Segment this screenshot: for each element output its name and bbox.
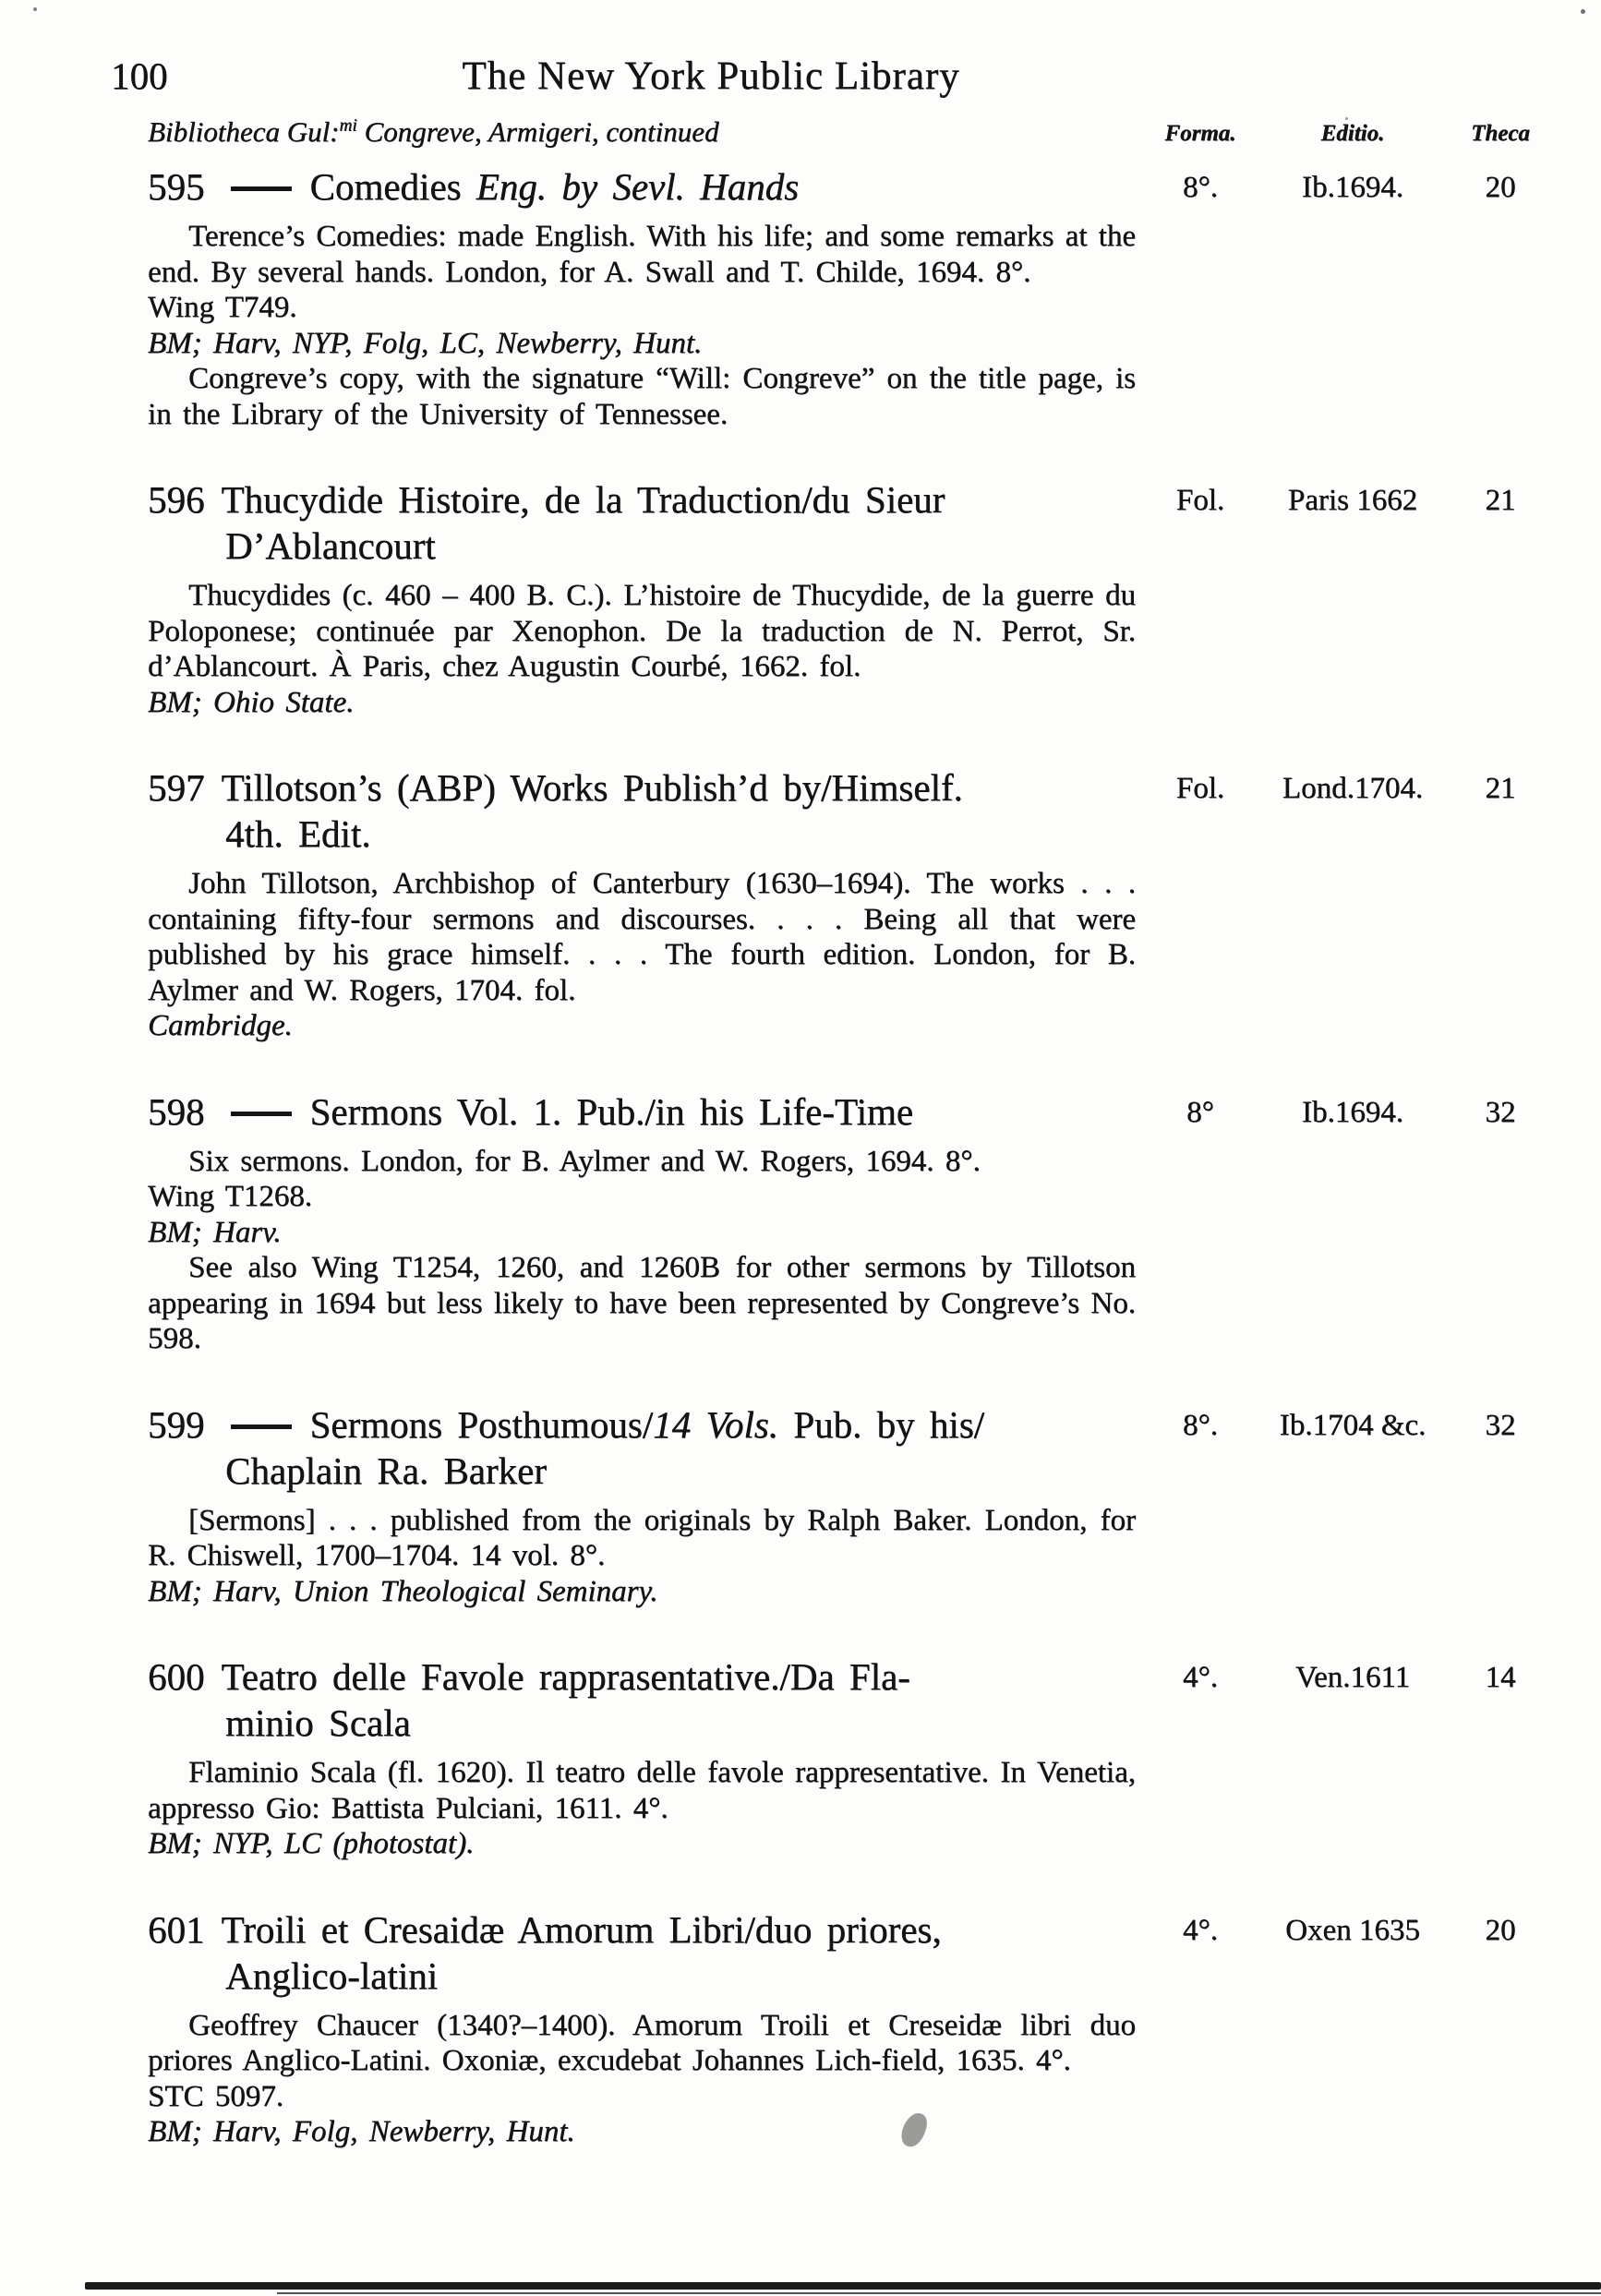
entry-forma-value: Fol.: [1175, 484, 1225, 517]
entry-paragraph-holdings: Cambridge.: [148, 1009, 293, 1042]
entry-title: [148, 1401, 1136, 1494]
entry-paragraphs: [148, 1144, 1136, 1357]
entry-editio-value: Ib.1704 &c.: [1279, 1408, 1426, 1442]
entry-number: 597: [148, 766, 205, 809]
entry-paragraph-body: [Sermons] . . . published from the originals by Ralph Baker. London, for R. Chiswell, 1700–1704. 14 vol. 8°.: [148, 1503, 1136, 1572]
section-heading-text: Bibliotheca Gul:: [148, 115, 340, 148]
entry-main: [148, 163, 1136, 432]
entry-main: [148, 1088, 1136, 1357]
entry-forma-value: 8°.: [1183, 171, 1218, 204]
entry-paragraph-indent: Wing T1268.: [148, 1180, 313, 1213]
ditto-dash: [231, 1112, 292, 1116]
entry-forma-value: 4°.: [1183, 1913, 1218, 1947]
entry-number: 596: [148, 478, 205, 521]
scan-speck: [33, 7, 37, 11]
entry-editio-value: Lond.1704.: [1282, 772, 1424, 805]
entry-number: 595: [148, 165, 205, 208]
entry-editio-value: Paris 1662: [1287, 484, 1418, 517]
entry-paragraph-body: See also Wing T1254, 1260, and 1260B for other sermons by Tillotson appearing in 1694 but less likely to have been represented by Congreve’s No. 598.: [148, 1251, 1136, 1355]
entry-title-text: [222, 1403, 985, 1446]
catalog-entry: [148, 1653, 1601, 1862]
title-segment: Pub. by his/: [778, 1402, 985, 1446]
title-segment: Thucydide Histoire, de la Traduction/du Sieur: [221, 478, 945, 521]
catalog-entry: [148, 476, 1601, 720]
entry-number: 598: [148, 1089, 205, 1133]
entry-theca-value: 32: [1485, 1095, 1516, 1129]
entry-title: [148, 476, 1136, 569]
entry-number: 601: [148, 1907, 205, 1951]
entry-title-line2: Anglico-latini: [225, 1953, 439, 1997]
ditto-dash: [231, 1424, 292, 1429]
title-segment: Tillotson’s (ABP) Works Publish’d by/Himself.: [221, 766, 963, 809]
entry-paragraphs: [148, 578, 1136, 720]
entry-editio-value: Ib.1694.: [1302, 171, 1403, 204]
page-number: 100: [111, 54, 168, 97]
entry-forma-value: 4°.: [1183, 1661, 1218, 1694]
entry-paragraph-holdings: BM; Harv, Folg, Newberry, Hunt.: [148, 2115, 575, 2148]
entry-editio-value: Oxen 1635: [1285, 1913, 1420, 1947]
column-header-theca: Theca: [1471, 121, 1530, 146]
scan-speck: [1581, 9, 1585, 14]
title-segment: Sermons Vol. 1. Pub./in his Life-Time: [309, 1089, 913, 1133]
entry-paragraph-indent: Wing T749.: [148, 291, 297, 324]
entry-theca-value: 32: [1485, 1408, 1516, 1442]
title-segment: Teatro delle Favole rapprasentative./Da Fla-: [221, 1655, 910, 1698]
entry-main: [148, 764, 1136, 1044]
entries-list: [111, 163, 1601, 2150]
scan-speck: [1345, 117, 1348, 120]
entry-title-text: [222, 478, 945, 521]
entry-main: [148, 476, 1136, 720]
entry-paragraph-holdings: BM; Harv.: [148, 1215, 282, 1249]
title-segment: Comedies: [309, 165, 476, 208]
entry-number: 600: [148, 1655, 205, 1698]
entry-title-text: [222, 1090, 913, 1133]
entry-theca-value: 14: [1485, 1661, 1516, 1694]
entry-paragraph-indent: STC 5097.: [148, 2079, 284, 2113]
catalog-entry: [148, 1088, 1601, 1357]
entry-title-text: [222, 1908, 942, 1951]
entry-main: [148, 1653, 1136, 1862]
entry-theca-value: 20: [1485, 1913, 1516, 1947]
entry-number: 599: [148, 1402, 205, 1446]
entry-paragraph-body: Geoffrey Chaucer (1340?–1400). Amorum Troili et Creseidæ libri duo priores Anglico-Latini. Oxoniæ, excudebat Johannes Lich-field, 1635. 4°.: [148, 2008, 1136, 2077]
page-header: [111, 54, 1136, 99]
catalog-entry: [148, 1906, 1601, 2150]
column-header-row: [148, 115, 1601, 149]
entry-paragraph-body: Six sermons. London, for B. Aylmer and W. Rogers, 1694. 8°.: [188, 1144, 981, 1178]
scan-edge-line-thin: [277, 2292, 1601, 2294]
section-heading-superscript: mi: [339, 115, 357, 136]
entry-paragraph-body: Congreve’s copy, with the signature “Will: Congreve” on the title page, is in the Library of the University of Tennessee.: [148, 362, 1136, 431]
entry-title-text: [222, 165, 800, 208]
entry-title-line2: minio Scala: [225, 1701, 411, 1744]
section-heading: [148, 115, 1136, 149]
title-segment: Troili et Cresaidæ Amorum Libri/duo priores,: [221, 1907, 942, 1951]
entry-main: [148, 1906, 1136, 2150]
entry-theca-value: 21: [1485, 772, 1516, 805]
entry-title: [148, 764, 1136, 857]
entry-paragraphs: [148, 1755, 1136, 1862]
entry-title: [148, 163, 1136, 210]
entry-title: [148, 1653, 1136, 1746]
column-header-forma: Forma.: [1164, 121, 1236, 146]
title-segment: Eng. by Sevl. Hands: [475, 165, 800, 208]
entry-forma-value: 8°: [1186, 1095, 1214, 1129]
entry-forma-value: Fol.: [1175, 772, 1225, 805]
entry-forma-value: 8°.: [1183, 1408, 1218, 1442]
entry-paragraph-holdings: BM; Harv, Union Theological Seminary.: [148, 1574, 658, 1608]
entry-paragraphs: [148, 1503, 1136, 1610]
entry-theca-value: 21: [1485, 484, 1516, 517]
entry-main: [148, 1401, 1136, 1610]
entry-title: [148, 1906, 1136, 1999]
entry-theca-value: 20: [1485, 171, 1516, 204]
entry-title-text: [222, 1655, 910, 1698]
catalog-entry: [148, 1401, 1601, 1610]
ditto-dash: [231, 186, 292, 191]
entry-paragraphs: [148, 219, 1136, 432]
entry-paragraphs: [148, 2008, 1136, 2150]
entry-paragraph-body: Terence’s Comedies: made English. With his life; and some remarks at the end. By several hands. London, for A. Swall and T. Childe, 1694. 8°.: [148, 220, 1136, 289]
column-header-editio: Editio.: [1320, 121, 1385, 146]
scan-edge-line: [85, 2282, 1601, 2290]
entry-paragraph-holdings: BM; Harv, NYP, Folg, LC, Newberry, Hunt.: [148, 326, 703, 360]
entry-title-line2: D’Ablancourt: [225, 524, 436, 567]
entry-paragraph-body: Flaminio Scala (fl. 1620). Il teatro delle favole rappresentative. In Venetia, appresso Gio: Battista Pulciani, 1611. 4°.: [148, 1756, 1136, 1825]
entry-title-line2: 4th. Edit.: [225, 812, 371, 855]
entry-paragraph-holdings: BM; NYP, LC (photostat).: [148, 1827, 475, 1860]
catalog-entry: [148, 163, 1601, 432]
catalog-entry: [148, 764, 1601, 1044]
entry-editio-value: Ib.1694.: [1302, 1095, 1403, 1129]
entry-title-line2: Chaplain Ra. Barker: [225, 1449, 547, 1492]
section-heading-text: Congreve, Armigeri, continued: [356, 115, 719, 148]
entry-title-text: [222, 766, 963, 809]
page-title: The New York Public Library: [462, 54, 960, 98]
title-segment: Sermons Posthumous/: [309, 1402, 654, 1446]
entry-editio-value: Ven.1611: [1294, 1661, 1411, 1694]
title-segment: 14 Vols.: [653, 1402, 778, 1446]
entry-paragraph-body: John Tillotson, Archbishop of Canterbury (1630–1694). The works . . . containing fifty-four sermons and discourses. . . . Being all that were published by his grace himself. . . . The fourth edition. London, for B. Aylmer and W. Rogers, 1704. fol.: [148, 867, 1136, 1007]
entry-paragraph-body: Thucydides (c. 460 – 400 B. C.). L’histoire de Thucydide, de la guerre du Poloponese; continuée par Xenophon. De la traduction de N. Perrot, Sr. d’Ablancourt. À Paris, chez Augustin Courbé, 1662. fol.: [148, 579, 1136, 683]
entry-paragraph-holdings: BM; Ohio State.: [148, 685, 355, 719]
entry-paragraphs: [148, 866, 1136, 1044]
entry-title: [148, 1088, 1136, 1135]
